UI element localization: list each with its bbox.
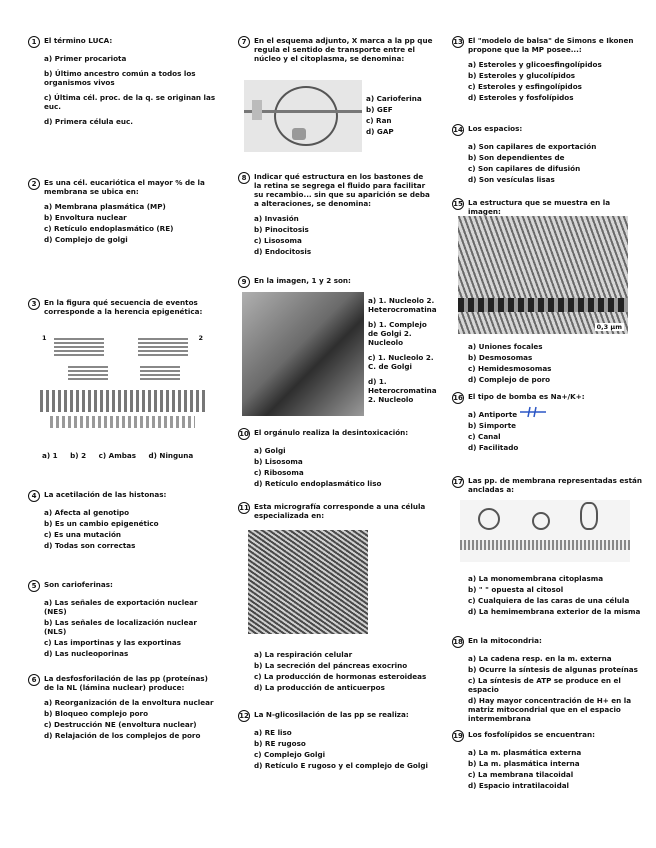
question-number: 4 — [28, 490, 40, 502]
option: b) 1. Complejo de Golgi 2. Nucleolo — [368, 320, 427, 347]
question-number: 17 — [452, 476, 464, 488]
question-3-options — [28, 448, 218, 460]
option: d) Todas son correctas — [44, 541, 136, 550]
option: d) Facilitado — [468, 443, 519, 452]
option: a) La m. plasmática externa — [468, 748, 582, 757]
question-number: 1 — [28, 36, 40, 48]
epigenetics-diagram — [40, 332, 205, 432]
option: c) Canal — [468, 432, 501, 441]
option: b) Último ancestro común a todos los organismos vivos — [44, 69, 196, 87]
option: a) Carioferina — [366, 94, 422, 103]
option: c) Ribosoma — [254, 468, 304, 477]
question-text: Es una cél. eucariótica el mayor % de la membrana se ubica en: — [44, 178, 205, 196]
question-17 — [452, 476, 642, 494]
option: a) Invasión — [254, 214, 299, 223]
question-number: 18 — [452, 636, 464, 648]
option: a) Son capilares de exportación — [468, 142, 597, 151]
question-13 — [452, 36, 642, 102]
answer-mark-icon — [518, 406, 548, 418]
option: c) Cualquiera de las caras de una célula — [468, 596, 630, 605]
question-17-options — [452, 572, 642, 616]
option: c) Ambas — [98, 451, 136, 460]
option: d) Son vesículas lisas — [468, 175, 555, 184]
diagram-label-2: 2 — [198, 334, 203, 342]
question-15-options — [452, 340, 642, 384]
option: c) Lisosoma — [254, 236, 302, 245]
question-12 — [238, 710, 433, 770]
question-18 — [452, 636, 642, 723]
option: b) " " opuesta al citosol — [468, 585, 564, 594]
question-text: En la imagen, 1 y 2 son: — [254, 276, 351, 285]
option: b) Pinocitosis — [254, 225, 309, 234]
question-6 — [28, 674, 218, 740]
question-text: Las pp. de membrana representadas están ancladas a: — [468, 476, 642, 494]
question-3 — [28, 298, 218, 316]
question-number: 15 — [452, 198, 464, 210]
option: c) Las importinas y las exportinas — [44, 638, 182, 647]
option: a) La respiración celular — [254, 650, 353, 659]
question-1 — [28, 36, 218, 126]
question-text: La desfosforilación de las pp (proteínas) de la NL (lámina nuclear) produce: — [44, 674, 208, 692]
option: d) GAP — [366, 127, 394, 136]
question-number: 16 — [452, 392, 464, 404]
option: d) Esteroles y fosfolípidos — [468, 93, 574, 102]
question-number: 2 — [28, 178, 40, 190]
option: c) Hemidesmosomas — [468, 364, 552, 373]
question-number: 9 — [238, 276, 250, 288]
question-text: La N-glicosilación de las pp se realiza: — [254, 710, 409, 719]
option: c) 1. Nucleolo 2. C. de Golgi — [368, 353, 434, 371]
option: a) 1 — [42, 451, 58, 460]
question-number: 3 — [28, 298, 40, 310]
option: b) Simporte — [468, 421, 516, 430]
option: d) Espacio intratilacoidal — [468, 781, 570, 790]
question-14 — [452, 124, 642, 184]
option: d) Hay mayor concentración de H+ en la matriz mitocondrial que en el espacio intermembrana — [468, 696, 632, 723]
option: c) Destrucción NE (envoltura nuclear) — [44, 720, 197, 729]
option: b) Ocurre la síntesis de algunas proteínas — [468, 665, 638, 674]
option: b) Son dependientes de — [468, 153, 565, 162]
option: c) Última cél. proc. de la q. se originan las euc. — [44, 93, 216, 111]
option: d) Complejo de golgi — [44, 235, 128, 244]
question-text: El tipo de bomba es Na+/K+: — [468, 392, 585, 401]
option: b) Las señales de localización nuclear (NLS) — [44, 618, 197, 636]
option: a) Las señales de exportación nuclear (NES) — [44, 598, 198, 616]
question-number: 6 — [28, 674, 40, 686]
option: d) La producción de anticuerpos — [254, 683, 385, 692]
option: a) RE liso — [254, 728, 292, 737]
option: c) Complejo Golgi — [254, 750, 326, 759]
option: b) Envoltura nuclear — [44, 213, 127, 222]
option: c) Esteroles y esfingolípidos — [468, 82, 582, 91]
option: b) RE rugoso — [254, 739, 306, 748]
question-2 — [28, 178, 218, 244]
nuclear-transport-diagram — [244, 80, 362, 152]
question-16 — [452, 392, 642, 452]
question-19 — [452, 730, 642, 790]
option: d) Retículo endoplasmático liso — [254, 479, 382, 488]
option: a) Uniones focales — [468, 342, 543, 351]
option: c) La producción de hormonas esteroideas — [254, 672, 427, 681]
option: c) Retículo endoplasmático (RE) — [44, 224, 174, 233]
option: c) La síntesis de ATP se produce en el espacio — [468, 676, 621, 694]
option: b) 2 — [70, 451, 87, 460]
option: b) GEF — [366, 105, 393, 114]
option: a) Antiporte — [468, 410, 518, 419]
option: a) 1. Nucleolo 2. Heterocromatina — [368, 296, 437, 314]
option: a) Golgi — [254, 446, 286, 455]
question-text: Los fosfolípidos se encuentran: — [468, 730, 595, 739]
micrograph-rer — [248, 530, 368, 634]
option: d) Ninguna — [148, 451, 194, 460]
question-text: El término LUCA: — [44, 36, 113, 45]
option: b) Es un cambio epigenético — [44, 519, 159, 528]
option: b) Desmosomas — [468, 353, 533, 362]
option: a) Primer procariota — [44, 54, 127, 63]
option: a) Afecta al genotipo — [44, 508, 130, 517]
option: d) La hemimembrana exterior de la misma — [468, 607, 641, 616]
question-7 — [238, 36, 433, 63]
question-11-options — [238, 648, 433, 692]
question-5 — [28, 580, 218, 658]
question-text: Esta micrografía corresponde a una célula especializada en: — [254, 502, 426, 520]
question-15 — [452, 198, 642, 216]
question-number: 19 — [452, 730, 464, 742]
question-number: 11 — [238, 502, 250, 514]
option: a) Esteroles y glicoesfingolípidos — [468, 60, 602, 69]
option: a) La cadena resp. en la m. externa — [468, 654, 612, 663]
option: a) La monomembrana citoplasma — [468, 574, 604, 583]
option: b) Esteroles y glucolípidos — [468, 71, 576, 80]
option: b) Lisosoma — [254, 457, 303, 466]
option: d) Primera célula euc. — [44, 117, 133, 126]
option: b) Bloqueo complejo poro — [44, 709, 149, 718]
question-text: Los espacios: — [468, 124, 523, 133]
option: d) Endocitosis — [254, 247, 312, 256]
question-4 — [28, 490, 218, 550]
question-7-options — [366, 92, 436, 136]
question-number: 13 — [452, 36, 464, 48]
question-text: El orgánulo realiza la desintoxicación: — [254, 428, 409, 437]
scale-bar-label: 0,3 µm — [596, 323, 622, 331]
question-text: La estructura que se muestra en la imagen: — [468, 198, 611, 216]
option: c) Es una mutación — [44, 530, 121, 539]
question-8 — [238, 172, 433, 256]
option: a) Reorganización de la envoltura nuclear — [44, 698, 214, 707]
question-text: En la figura qué secuencia de eventos corresponde a la herencia epigenética: — [44, 298, 203, 316]
question-text: La acetilación de las histonas: — [44, 490, 167, 499]
question-text: Son carioferinas: — [44, 580, 113, 589]
question-11 — [238, 502, 433, 520]
micrograph-junction — [458, 216, 628, 334]
question-9-options — [368, 294, 436, 404]
question-number: 12 — [238, 710, 250, 722]
question-10 — [238, 428, 433, 488]
option: b) La m. plasmática interna — [468, 759, 580, 768]
option: c) Son capilares de difusión — [468, 164, 581, 173]
option: a) Membrana plasmática (MP) — [44, 202, 166, 211]
diagram-label-1: 1 — [42, 334, 47, 342]
micrograph-nucleus — [242, 292, 364, 416]
option: d) Las nucleoporinas — [44, 649, 129, 658]
question-text: El "modelo de balsa" de Simons e Ikonen propone que la MP posee...: — [468, 36, 634, 54]
question-number: 5 — [28, 580, 40, 592]
question-text: En el esquema adjunto, X marca a la pp que regula el sentido de transporte entre el núcleo y el citoplasma, se denomina: — [254, 36, 433, 63]
option: b) La secreción del páncreas exocrino — [254, 661, 408, 670]
option: c) Ran — [366, 116, 392, 125]
question-text: En la mitocondria: — [468, 636, 542, 645]
membrane-proteins-diagram — [460, 500, 630, 562]
question-number: 14 — [452, 124, 464, 136]
option: c) La membrana tilacoidal — [468, 770, 574, 779]
question-number: 8 — [238, 172, 250, 184]
option: d) Complejo de poro — [468, 375, 551, 384]
question-text: Indicar qué estructura en los bastones de la retina se segrega el fluido para facilitar su recambio... sin que su aparición se deba a alteraciones, se denomina: — [254, 172, 430, 208]
question-number: 7 — [238, 36, 250, 48]
option: d) 1. Heterocromatina 2. Nucleolo — [368, 377, 437, 404]
question-9 — [238, 276, 433, 288]
question-number: 10 — [238, 428, 250, 440]
option: d) Relajación de los complejos de poro — [44, 731, 201, 740]
option: d) Retículo E rugoso y el complejo de Golgi — [254, 761, 428, 770]
